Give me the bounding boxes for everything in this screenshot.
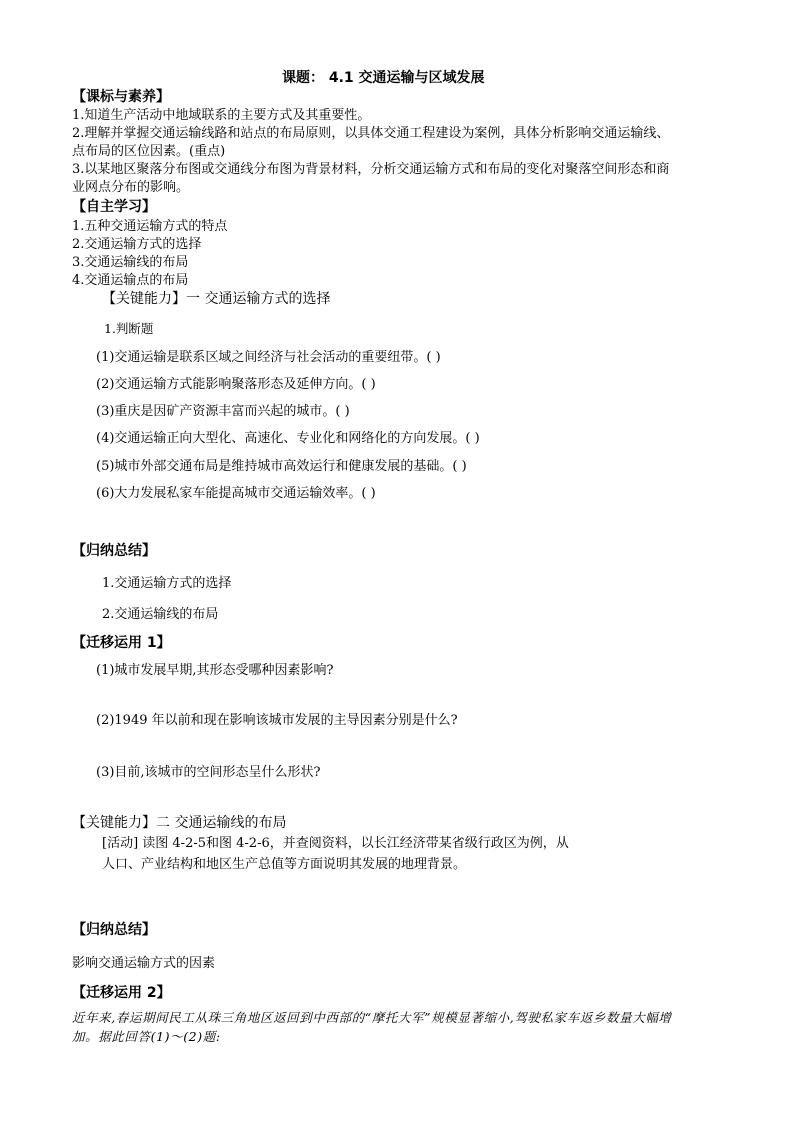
ability2-activity-line: 人口、产业结构和地区生产总值等方面说明其发展的地理背景。: [102, 857, 467, 872]
self-study-heading: 【自主学习】: [72, 199, 156, 215]
transfer1-question: (3)目前,该城市的空间形态呈什么形状?: [96, 765, 321, 780]
summary1-item: 1.交通运输方式的选择: [102, 576, 232, 591]
transfer1-heading: 【迁移运用 1】: [72, 635, 171, 651]
judgment-item: (3)重庆是因矿产资源丰富而兴起的城市。( ): [96, 404, 350, 419]
standards-item: 业网点分布的影响。: [72, 180, 190, 195]
transfer1-question: (1)城市发展早期,其形态受哪种因素影响?: [96, 663, 334, 678]
page-title: 课题： 4.1 交通运输与区域发展: [282, 70, 485, 86]
self-study-item: 4.交通运输点的布局: [72, 273, 189, 288]
standards-heading: 【课标与素养】: [72, 89, 170, 105]
standards-item: 3.以某地区聚落分布图或交通线分布图为背景材料，分析交通运输方式和布局的变化对聚落空间形态和商: [72, 162, 670, 177]
transfer2-passage-line: 加。据此回答(1)～(2)题:: [72, 1029, 221, 1044]
self-study-item: 2.交通运输方式的选择: [72, 237, 202, 252]
ability1-heading: 【关键能力】一 交通运输方式的选择: [102, 291, 331, 307]
summary1-heading: 【归纳总结】: [72, 543, 156, 559]
judgment-item: (1)交通运输是联系区域之间经济与社会活动的重要纽带。( ): [96, 350, 441, 365]
transfer1-question: (2)1949 年以前和现在影响该城市发展的主导因素分别是什么?: [96, 713, 458, 728]
standards-item: 1.知道生产活动中地域联系的主要方式及其重要性。: [72, 108, 371, 123]
summary2-heading: 【归纳总结】: [72, 922, 156, 938]
judgment-item: (2)交通运输方式能影响聚落形态及延伸方向。( ): [96, 377, 376, 392]
transfer2-passage-line: 近年来,春运期间民工从珠三角地区返回到中西部的“摩托大军”规模显著缩小,驾驶私家车返乡数量大幅增: [72, 1010, 672, 1025]
summary1-item: 2.交通运输线的布局: [102, 607, 219, 622]
self-study-item: 1.五种交通运输方式的特点: [72, 219, 228, 234]
summary2-text: 影响交通运输方式的因素: [72, 956, 216, 971]
judgment-item: (5)城市外部交通布局是维持城市高效运行和健康发展的基础。( ): [96, 459, 467, 474]
standards-item: 2.理解并掌握交通运输线路和站点的布局原则，以具体交通工程建设为案例，具体分析影响交通运输线、: [72, 126, 670, 141]
judgment-item: (6)大力发展私家车能提高城市交通运输效率。( ): [96, 486, 376, 501]
standards-item: 点布局的区位因素。(重点): [72, 144, 226, 159]
ability1-subheading: 1.判断题: [104, 321, 154, 336]
self-study-item: 3.交通运输线的布局: [72, 255, 189, 270]
judgment-item: (4)交通运输正向大型化、高速化、专业化和网络化的方向发展。( ): [96, 431, 480, 446]
transfer2-heading: 【迁移运用 2】: [72, 985, 171, 1001]
ability2-activity-line: [活动] 读图 4-2-5和图 4-2-6，并查阅资料，以长江经济带某省级行政区为例，从: [102, 836, 569, 851]
ability2-heading: 【关键能力】二 交通运输线的布局: [72, 815, 287, 831]
